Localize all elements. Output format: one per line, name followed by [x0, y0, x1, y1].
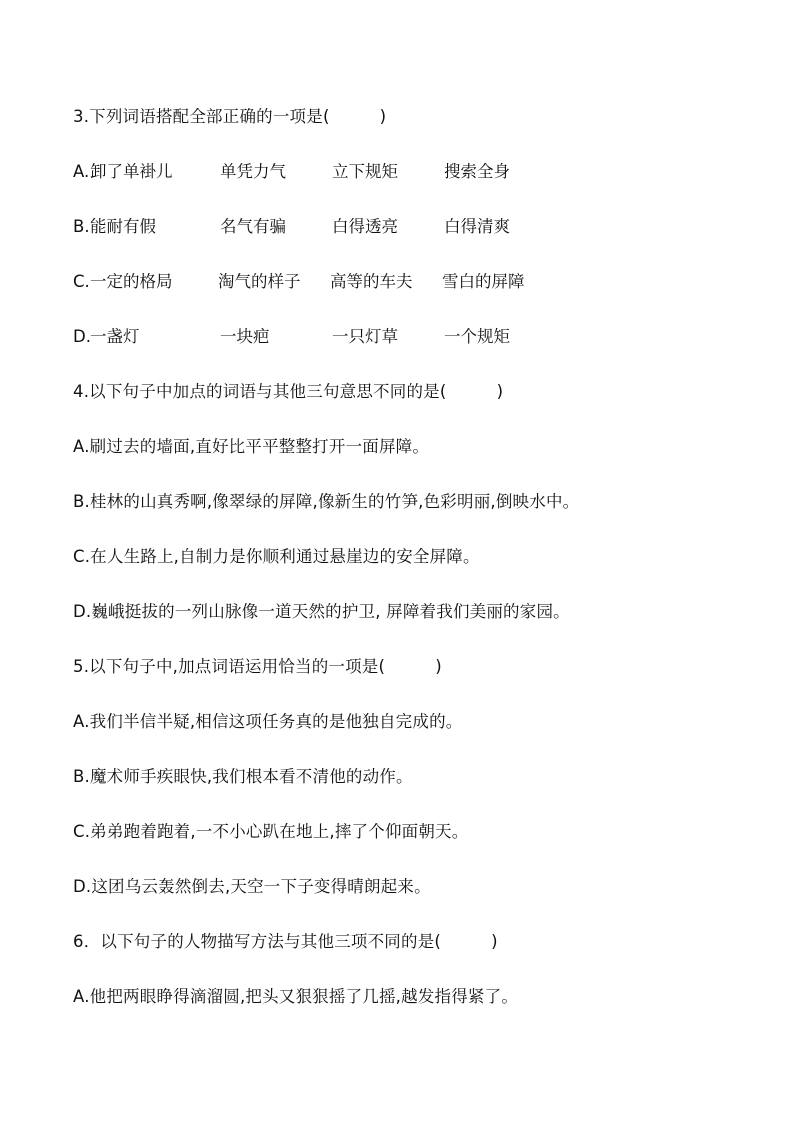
- option-b-item-3: 白得透亮: [332, 217, 398, 236]
- option-c-item-3: 高等的车夫: [330, 272, 413, 291]
- option-b-item-1: 能耐有假: [90, 217, 156, 236]
- question-6-stem: 6．以下句子的人物描写方法与其他三项不同的是( ): [73, 932, 498, 951]
- question-4-option-a: A.刷过去的墙面,直好比平平整整打开一面屏障。: [73, 437, 430, 456]
- option-c-item-2: 淘气的样子: [218, 272, 301, 291]
- question-5-option-a: A.我们半信半疑,相信这项任务真的是他独自完成的。: [73, 712, 463, 731]
- option-b-label: B.: [73, 217, 90, 236]
- question-5-stem: 5.以下句子中,加点词语运用恰当的一项是( ): [73, 657, 442, 676]
- option-a-item-2: 单凭力气: [220, 162, 286, 181]
- option-c-label: C.: [73, 272, 90, 291]
- option-d-item-4: 一个规矩: [444, 327, 510, 346]
- question-4-option-b: B.桂林的山真秀啊,像翠绿的屏障,像新生的竹笋,色彩明丽,倒映水中。: [73, 492, 580, 511]
- option-d-item-2: 一块疤: [220, 327, 270, 346]
- question-5-option-c: C.弟弟跑着跑着,一不小心趴在地上,摔了个仰面朝天。: [73, 822, 469, 841]
- question-5-option-d: D.这团乌云轰然倒去,天空一下子变得晴朗起来。: [73, 877, 431, 896]
- option-b-item-2: 名气有骗: [220, 217, 286, 236]
- option-a-item-1: 卸了单褂儿: [90, 162, 173, 181]
- option-b-item-4: 白得清爽: [444, 217, 510, 236]
- option-c-item-1: 一定的格局: [90, 272, 173, 291]
- option-c-item-4: 雪白的屏障: [442, 272, 525, 291]
- question-5-option-b: B.魔术师手疾眼快,我们根本看不清他的动作。: [73, 767, 413, 786]
- question-4-option-d: D.巍峨挺拔的一列山脉像一道天然的护卫, 屏障着我们美丽的家园。: [73, 602, 570, 621]
- option-d-item-3: 一只灯草: [332, 327, 398, 346]
- question-4-stem: 4.以下句子中加点的词语与其他三句意思不同的是( ): [73, 382, 504, 401]
- option-d-label: D.: [73, 327, 91, 346]
- question-3-stem: 3.下列词语搭配全部正确的一项是( ): [73, 107, 387, 126]
- question-6-option-a: A.他把两眼睁得滴溜圆,把头又狠狠摇了几摇,越发指得紧了。: [73, 987, 519, 1006]
- option-a-item-3: 立下规矩: [332, 162, 398, 181]
- question-4-option-c: C.在人生路上,自制力是你顺利通过悬崖边的安全屏障。: [73, 547, 480, 566]
- option-a-item-4: 搜索全身: [444, 162, 510, 181]
- option-a-label: A.: [73, 162, 90, 181]
- option-d-item-1: 一盏灯: [90, 327, 140, 346]
